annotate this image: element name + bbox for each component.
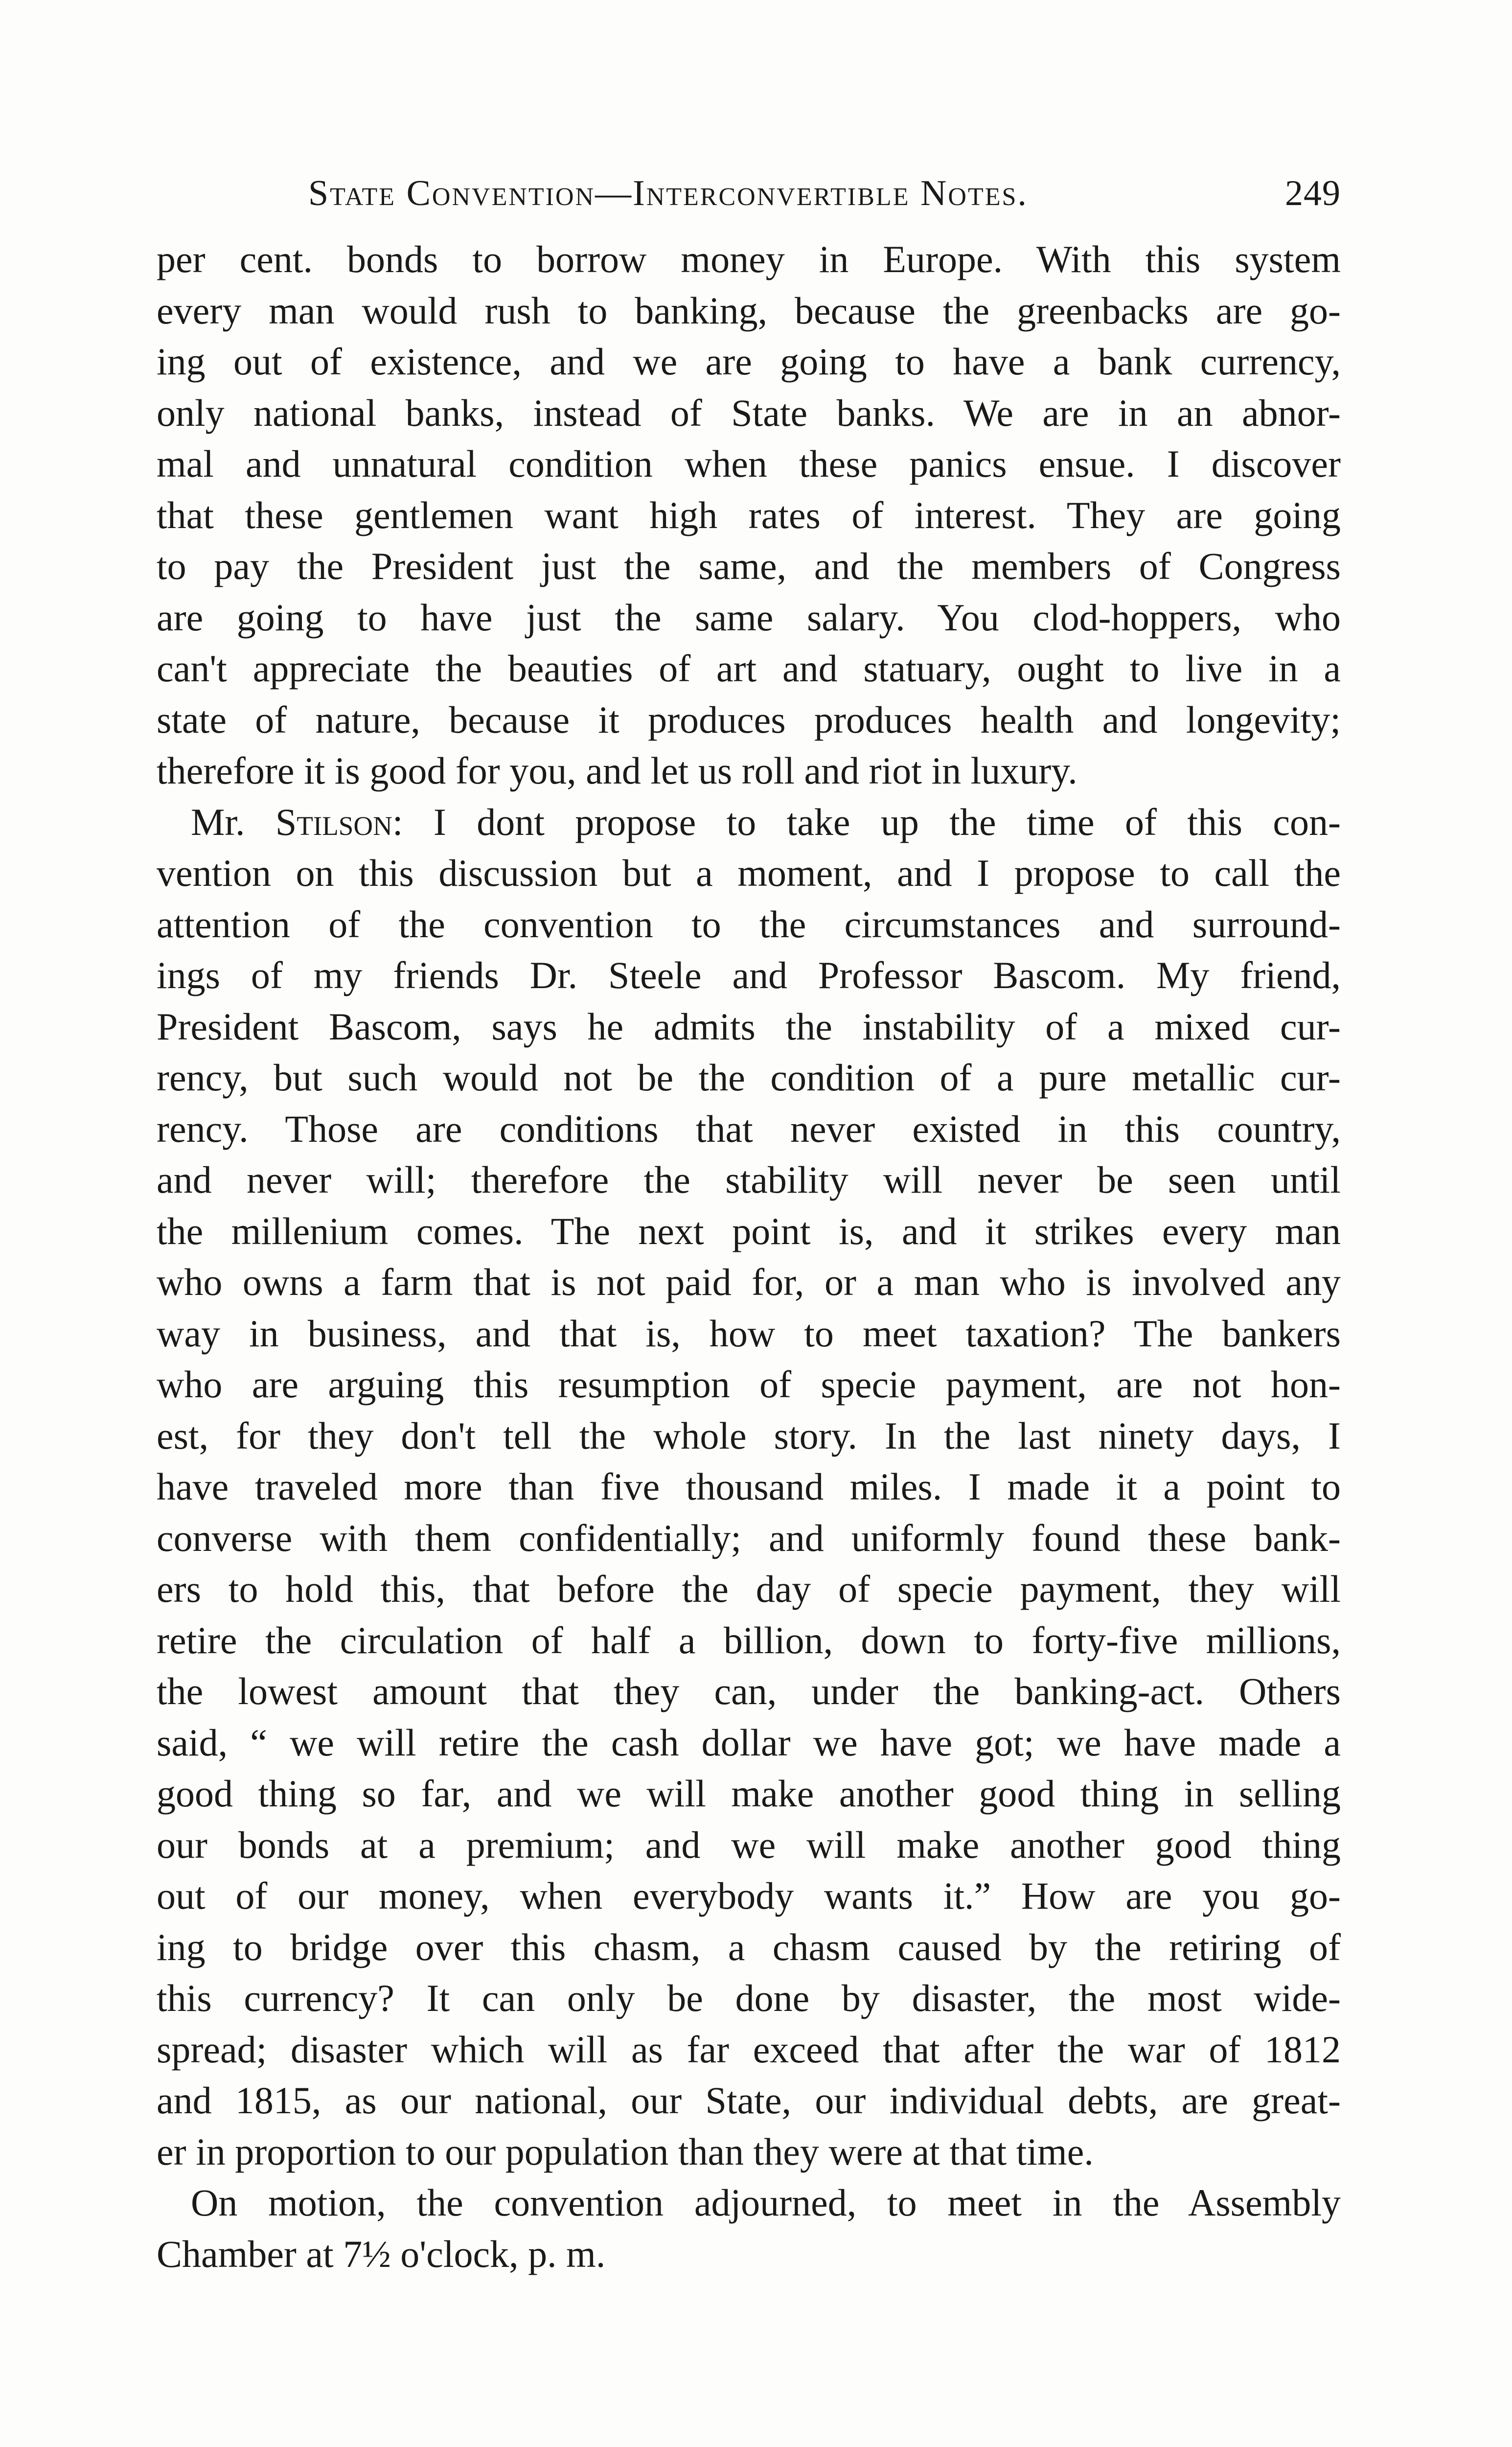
text-line: er in proportion to our population than they were at that time. (157, 2130, 1094, 2173)
text-line: every man would rush to banking, because the greenbacks are go- (157, 289, 1341, 332)
text-line: way in business, and that is, how to meet taxation? The bankers (157, 1312, 1341, 1355)
text-line: who are arguing this resumption of specie payment, are not hon- (157, 1363, 1341, 1406)
running-title: State Convention—Interconvertible Notes. (308, 173, 1028, 213)
text-line: and 1815, as our national, our State, our individual debts, are great- (157, 2079, 1341, 2122)
text-line: out of our money, when everybody wants it.” How are you go- (157, 1874, 1341, 1917)
text-line: vention on this discussion but a moment, and I propose to call the (157, 852, 1341, 894)
speaker-prefix: Mr. (191, 800, 245, 843)
text-line: said, “ we will retire the cash dollar we have got; we have made a (157, 1721, 1341, 1764)
text-line: ers to hold this, that before the day of specie payment, they will (157, 1568, 1341, 1610)
speaker-name: Stilson (275, 800, 392, 843)
text-line: and never will; therefore the stability will never be seen until (157, 1158, 1341, 1201)
text-line: spread; disaster which will as far exceed that after the war of 1812 (157, 2028, 1341, 2071)
text-line: mal and unnatural condition when these panics ensue. I discover (157, 442, 1341, 485)
text-line: have traveled more than five thousand miles. I made it a point to (157, 1465, 1341, 1508)
text-line: est, for they don't tell the whole story. In the last ninety days, I (157, 1414, 1341, 1457)
text-line: who owns a farm that is not paid for, or a man who is involved any (157, 1261, 1341, 1303)
text-line: state of nature, because it produces produces health and longevity; (157, 698, 1341, 741)
text-line: rency, but such would not be the condition of a pure metallic cur- (157, 1056, 1341, 1099)
text-line: On motion, the convention adjourned, to meet in the Assembly (191, 2181, 1341, 2224)
body-text (157, 234, 1341, 2280)
text-line: Chamber at 7½ o'clock, p. m. (157, 2232, 606, 2275)
text-line: therefore it is good for you, and let us roll and riot in luxury. (157, 749, 1077, 792)
page-number: 249 (1285, 173, 1341, 213)
text-line: President Bascom, says he admits the instability of a mixed cur- (157, 1005, 1341, 1048)
text-line: converse with them confidentially; and uniformly found these bank- (157, 1516, 1341, 1559)
text-line: our bonds at a premium; and we will make another good thing (157, 1823, 1341, 1866)
text-line: ing to bridge over this chasm, a chasm caused by the retiring of (157, 1925, 1341, 1968)
text-line: retire the circulation of half a billion, down to forty-five millions, (157, 1618, 1341, 1662)
text-line: only national banks, instead of State banks. We are in an abnor- (157, 391, 1341, 434)
text-line: this currency? It can only be done by disaster, the most wide- (157, 1977, 1341, 2019)
text-line: the millenium comes. The next point is, and it strikes every man (157, 1209, 1341, 1252)
text-line: attention of the convention to the circumstances and surround- (157, 902, 1341, 946)
text-line: good thing so far, and we will make another good thing in selling (157, 1772, 1341, 1815)
text-line: the lowest amount that they can, under the banking-act. Others (157, 1670, 1341, 1712)
speaker-text: : I dont propose to take up the time of this con- (392, 800, 1341, 843)
text-line: rency. Those are conditions that never existed in this country, (157, 1107, 1341, 1150)
text-line: ings of my friends Dr. Steele and Professor Bascom. My friend, (157, 954, 1341, 996)
text-line: are going to have just the same salary. You clod-hoppers, who (157, 596, 1341, 639)
text-line: per cent. bonds to borrow money in Europe. With this system (157, 238, 1341, 280)
running-head (157, 166, 1341, 220)
text-line: ing out of existence, and we are going to have a bank currency, (157, 340, 1341, 383)
text-line: that these gentlemen want high rates of interest. They are going (157, 493, 1341, 536)
text-line: can't appreciate the beauties of art and statuary, ought to live in a (157, 647, 1341, 690)
speaker-line (157, 797, 1341, 848)
text-line: to pay the President just the same, and the members of Congress (157, 545, 1341, 587)
